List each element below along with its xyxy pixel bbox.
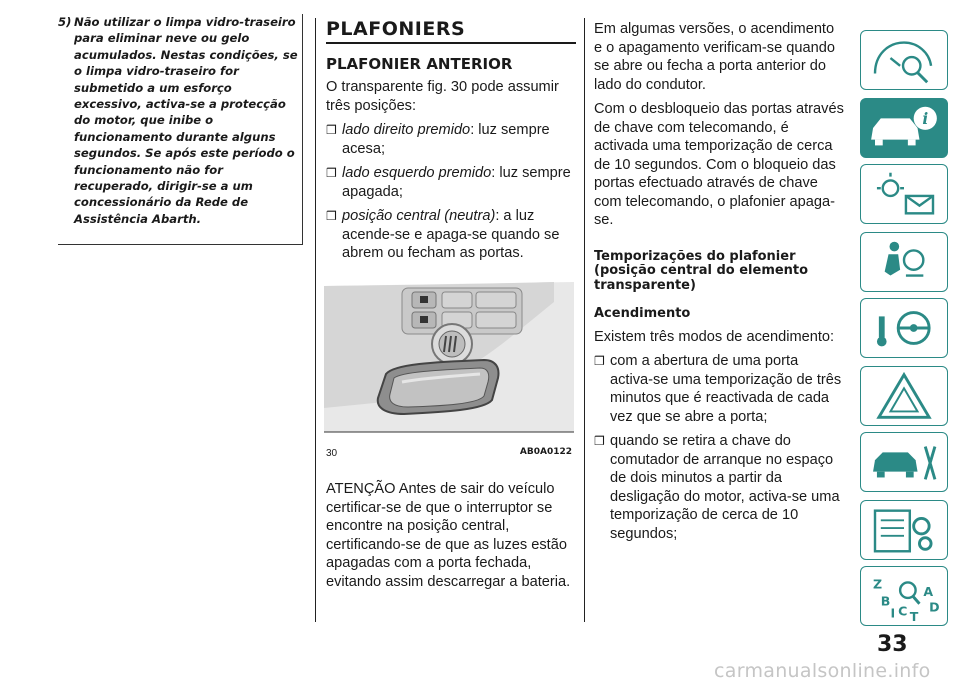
column-divider (584, 18, 585, 622)
section-subtitle: PLAFONIER ANTERIOR (326, 55, 513, 73)
bullet-emphasis: lado esquerdo premido (342, 165, 492, 181)
warning-number: 5) (58, 15, 72, 29)
svg-text:Z: Z (873, 576, 883, 592)
paragraph: Em algumas versões, o acendimento e o apagamento verificam-se quando se abre ou fecha a porta anterior do lado do condutor. (594, 21, 835, 93)
airbag-safety-icon (861, 233, 947, 291)
tab-safety[interactable] (860, 232, 948, 292)
tab-warning-lights[interactable] (860, 164, 948, 224)
checkbox-bullet-icon: ❒ (594, 434, 605, 448)
section-heading: Temporizações do plafonier (posição central do elemento transparente) (594, 248, 809, 293)
bullet-text: : a luz acende-se e apaga-se quando se abrem ou fecham as portas. (342, 208, 560, 261)
tab-technical-data[interactable] (860, 500, 948, 560)
section-subheading: Acendimento (594, 306, 691, 321)
figure-number: 30 (326, 448, 338, 459)
bullet-emphasis: posição central (neutra) (342, 208, 496, 224)
tab-index[interactable] (860, 566, 948, 626)
figure-30 (324, 282, 574, 464)
list-item (594, 352, 844, 426)
bullet-text: com a abertura de uma porta activa-se uma temporização de três minutos que é reactivada de cada vez que se abre a porta; (610, 353, 842, 425)
column-plafoniers (326, 14, 576, 269)
svg-text:T: T (909, 609, 919, 625)
warning-text: Não utilizar o limpa vidro-traseiro para eliminar neve ou gelo acumulados. Nestas condições, se o limpa vidro-traseiro for submetido a um esforço excessivo, activa-se a protecção do motor, que inibe o funcionamento durante alguns segundos. Se após este período o funcionamento não for recuperado, dirigir-se a um concessionário da Rede de Assistência Abarth. (74, 15, 298, 226)
list-item (326, 207, 576, 263)
column-divider (315, 18, 316, 622)
svg-text:I: I (890, 605, 896, 621)
title-rule (326, 42, 576, 44)
steering-wheel-icon (861, 299, 947, 357)
checkbox-bullet-icon: ❒ (326, 166, 337, 180)
column-timing (594, 20, 844, 549)
warning-note (58, 14, 302, 227)
tab-starting-driving[interactable] (860, 298, 948, 358)
car-maintenance-icon (861, 433, 947, 491)
svg-text:B: B (880, 593, 891, 609)
emergency-triangle-icon (861, 367, 947, 425)
bullet-text: : luz sempre apagada; (342, 165, 571, 200)
watermark: carmanualsonline.info (714, 660, 931, 682)
tab-emergency[interactable] (860, 366, 948, 426)
technical-data-icon (861, 501, 947, 559)
svg-text:A: A (923, 584, 934, 599)
paragraph: Com o desbloqueio das portas através de chave com telecomando, é activada uma temporização de cerca de 10 segundos. Com o bloqueio das portas efectuado através de chave com telecomando, o plafonier apaga-se. (594, 101, 844, 228)
list-item (326, 164, 576, 201)
paragraph: Existem três modos de acendimento: (594, 328, 835, 345)
alphabetical-index-icon (861, 567, 947, 625)
bullet-text: quando se retira a chave do comutador de arranque no espaço de dois minutos a partir da desligação do motor, activa-se uma temporização de cerca de 10 segundos; (610, 433, 840, 542)
tab-dashboard[interactable] (860, 30, 948, 90)
bullet-text: : luz sempre acesa; (342, 122, 550, 157)
car-info-icon (861, 99, 947, 157)
page-number: 33 (877, 632, 908, 657)
dashboard-search-icon (861, 31, 947, 89)
svg-text:i: i (922, 109, 929, 129)
attention-note: ATENÇÃO Antes de sair do veículo certificar-se de que o interruptor se encontre na posição central, certificando-se de que as luzes estão apagadas com a porta fechada, evitando assim descarregar a bateria. (326, 481, 571, 590)
intro-paragraph: O transparente fig. 30 pode assumir três posições: (326, 79, 559, 114)
tab-maintenance[interactable] (860, 432, 948, 492)
warning-lights-icon (861, 165, 947, 223)
list-item (326, 121, 576, 158)
tab-car-info[interactable] (860, 98, 948, 158)
front-courtesy-light-illustration (324, 282, 574, 464)
list-item (594, 432, 844, 543)
svg-text:D: D (929, 599, 940, 615)
checkbox-bullet-icon: ❒ (594, 354, 605, 368)
checkbox-bullet-icon: ❒ (326, 209, 337, 223)
bullet-emphasis: lado direito premido (342, 122, 471, 138)
warning-box (58, 14, 303, 245)
figure-code: AB0A0122 (519, 447, 572, 457)
checkbox-bullet-icon: ❒ (326, 123, 337, 137)
svg-text:C: C (898, 603, 908, 619)
section-title: PLAFONIERS (326, 18, 466, 40)
